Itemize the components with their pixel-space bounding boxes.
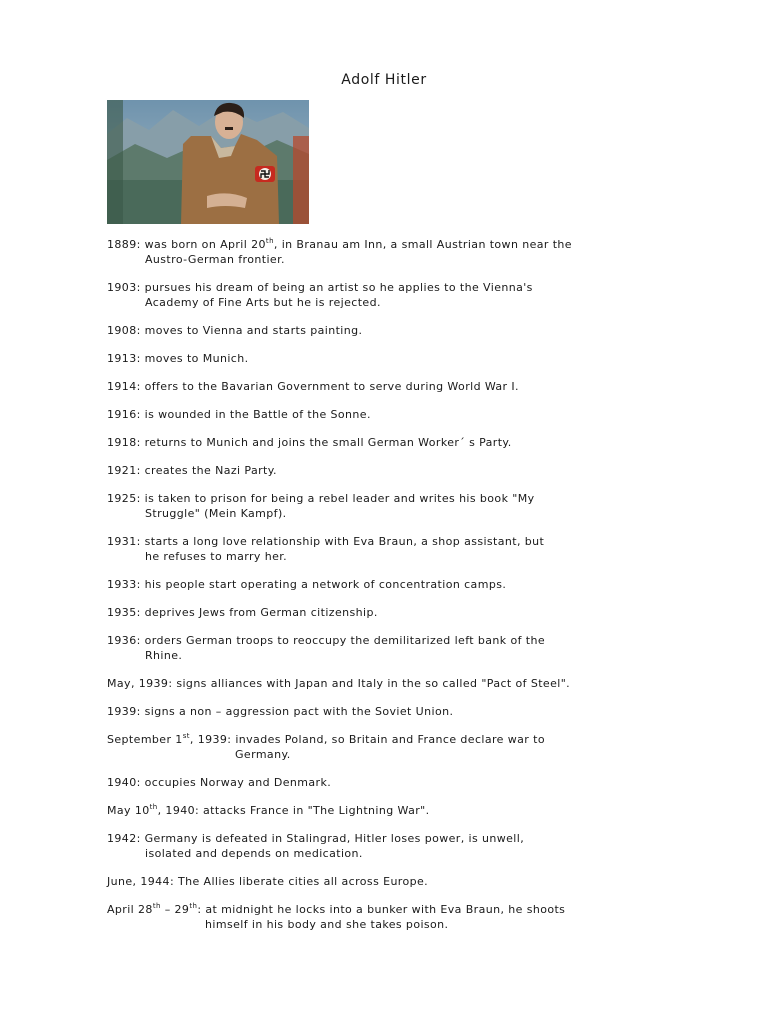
- entry-text: at midnight he locks into a bunker with Eva Braun, he shoots: [205, 903, 566, 916]
- date-part: 1914:: [107, 380, 141, 393]
- date-part: 1918:: [107, 436, 141, 449]
- entry-wrapped-line: Rhine.: [145, 649, 183, 662]
- date-part: 1933:: [107, 578, 141, 591]
- timeline-entry: [107, 491, 667, 521]
- date-part: 1916:: [107, 408, 141, 421]
- entry-text: starts a long love relationship with Eva Braun, a shop assistant, but: [144, 535, 545, 548]
- entry-first-line: [107, 436, 512, 449]
- entry-text: occupies Norway and Denmark.: [144, 776, 332, 789]
- date-part: April 28: [107, 903, 153, 916]
- entry-first-line: [107, 776, 331, 789]
- entry-first-line: [107, 606, 378, 619]
- timeline-entry: [107, 902, 667, 932]
- timeline-entry: [107, 351, 667, 366]
- entry-text: orders German troops to reoccupy the demilitarized left bank of the: [144, 634, 546, 647]
- entry-text: signs a non – aggression pact with the Soviet Union.: [144, 705, 454, 718]
- entry-date: [107, 705, 141, 718]
- entry-text: attacks France in "The Lightning War".: [203, 804, 430, 817]
- entry-text: his people start operating a network of concentration camps.: [144, 578, 507, 591]
- entry-first-line: [107, 324, 362, 337]
- entry-wrapped-line: himself in his body and she takes poison.: [205, 918, 449, 931]
- entry-wrapped-line: he refuses to marry her.: [145, 550, 288, 563]
- entry-first-line: [107, 352, 249, 365]
- date-part: 1935:: [107, 606, 141, 619]
- date-ordinal-suffix: th: [152, 902, 161, 910]
- date-ordinal-suffix: th: [149, 803, 158, 811]
- timeline: [107, 237, 667, 945]
- timeline-entry: [107, 280, 667, 310]
- entry-text: returns to Munich and joins the small German Worker´ s Party.: [144, 436, 512, 449]
- timeline-entry: [107, 237, 667, 267]
- date-part: 1939:: [107, 705, 141, 718]
- entry-first-line: [107, 804, 430, 817]
- entry-date: [107, 281, 141, 294]
- date-part: May 10: [107, 804, 150, 817]
- timeline-entry: [107, 407, 667, 422]
- date-ordinal-suffix: st: [182, 732, 190, 740]
- date-part: June, 1944:: [107, 875, 175, 888]
- entry-first-line: [107, 705, 453, 718]
- date-part: 1913:: [107, 352, 141, 365]
- timeline-entry: [107, 605, 667, 620]
- entry-first-line: [107, 677, 570, 690]
- entry-text: creates the Nazi Party.: [144, 464, 277, 477]
- timeline-entry: [107, 775, 667, 790]
- date-part: 1931:: [107, 535, 141, 548]
- timeline-entry: [107, 577, 667, 592]
- entry-text: moves to Munich.: [144, 352, 249, 365]
- timeline-entry: [107, 831, 667, 861]
- entry-first-line: [107, 832, 524, 845]
- date-part: September 1: [107, 733, 183, 746]
- entry-first-line: [107, 875, 428, 888]
- entry-text: deprives Jews from German citizenship.: [144, 606, 378, 619]
- timeline-entry: [107, 874, 667, 889]
- entry-date: [107, 324, 141, 337]
- date-part: :: [197, 903, 202, 916]
- entry-date: [107, 352, 141, 365]
- entry-ordinal-suffix: th: [265, 237, 274, 245]
- timeline-entry: [107, 463, 667, 478]
- entry-text: Germany is defeated in Stalingrad, Hitler loses power, is unwell,: [144, 832, 525, 845]
- entry-first-line: [107, 238, 572, 251]
- entry-first-line: [107, 492, 535, 505]
- timeline-entry: [107, 676, 667, 691]
- entry-date: [107, 535, 141, 548]
- entry-first-line: [107, 380, 519, 393]
- timeline-entry: [107, 732, 667, 762]
- date-part: , 1939:: [189, 733, 232, 746]
- date-part: 1942:: [107, 832, 141, 845]
- entry-first-line: [107, 281, 533, 294]
- date-part: 1936:: [107, 634, 141, 647]
- portrait-illustration: [107, 100, 309, 224]
- entry-date: [107, 578, 141, 591]
- entry-date: [107, 436, 141, 449]
- entry-date: [107, 804, 199, 817]
- entry-text: is taken to prison for being a rebel leader and writes his book "My: [144, 492, 535, 505]
- entry-text: moves to Vienna and starts painting.: [144, 324, 363, 337]
- entry-first-line: [107, 408, 371, 421]
- date-part: 1925:: [107, 492, 141, 505]
- timeline-entry: [107, 633, 667, 663]
- entry-date: [107, 875, 174, 888]
- timeline-entry: [107, 534, 667, 564]
- entry-text-continued: , in Branau am Inn, a small Austrian town near the: [273, 238, 572, 251]
- timeline-entry: [107, 435, 667, 450]
- entry-text: invades Poland, so Britain and France declare war to: [235, 733, 545, 746]
- entry-wrapped-line: Germany.: [235, 748, 291, 761]
- entry-date: [107, 677, 172, 690]
- entry-first-line: [107, 634, 545, 647]
- entry-text: pursues his dream of being an artist so he applies to the Vienna's: [144, 281, 533, 294]
- timeline-entry: [107, 323, 667, 338]
- entry-date: [107, 733, 231, 746]
- entry-date: [107, 380, 141, 393]
- entry-date: [107, 238, 141, 251]
- date-part: May, 1939:: [107, 677, 173, 690]
- entry-date: [107, 634, 141, 647]
- date-part: 1889:: [107, 238, 141, 251]
- entry-first-line: [107, 578, 506, 591]
- entry-wrapped-line: Academy of Fine Arts but he is rejected.: [145, 296, 381, 309]
- date-part: 1921:: [107, 464, 141, 477]
- entry-first-line: [107, 733, 545, 746]
- entry-first-line: [107, 464, 277, 477]
- date-part: – 29: [160, 903, 190, 916]
- entry-text: was born on April 20: [144, 238, 266, 251]
- entry-first-line: [107, 903, 565, 916]
- entry-date: [107, 903, 201, 916]
- entry-text: offers to the Bavarian Government to serve during World War I.: [144, 380, 519, 393]
- entry-date: [107, 832, 141, 845]
- entry-text: signs alliances with Japan and Italy in the so called "Pact of Steel".: [176, 677, 571, 690]
- page-title: Adolf Hitler: [341, 72, 427, 88]
- entry-wrapped-line: isolated and depends on medication.: [145, 847, 363, 860]
- date-part: 1903:: [107, 281, 141, 294]
- entry-text: is wounded in the Battle of the Sonne.: [144, 408, 371, 421]
- portrait-photo: [107, 100, 309, 224]
- entry-date: [107, 464, 141, 477]
- date-ordinal-suffix: th: [189, 902, 198, 910]
- date-part: , 1940:: [157, 804, 200, 817]
- entry-wrapped-line: Struggle" (Mein Kampf).: [145, 507, 287, 520]
- entry-date: [107, 492, 141, 505]
- entry-date: [107, 408, 141, 421]
- date-part: 1940:: [107, 776, 141, 789]
- timeline-entry: [107, 704, 667, 719]
- timeline-entry: [107, 379, 667, 394]
- entry-date: [107, 606, 141, 619]
- entry-date: [107, 776, 141, 789]
- date-part: 1908:: [107, 324, 141, 337]
- entry-text: The Allies liberate cities all across Europe.: [177, 875, 429, 888]
- timeline-entry: [107, 803, 667, 818]
- entry-wrapped-line: Austro-German frontier.: [145, 253, 285, 266]
- entry-first-line: [107, 535, 544, 548]
